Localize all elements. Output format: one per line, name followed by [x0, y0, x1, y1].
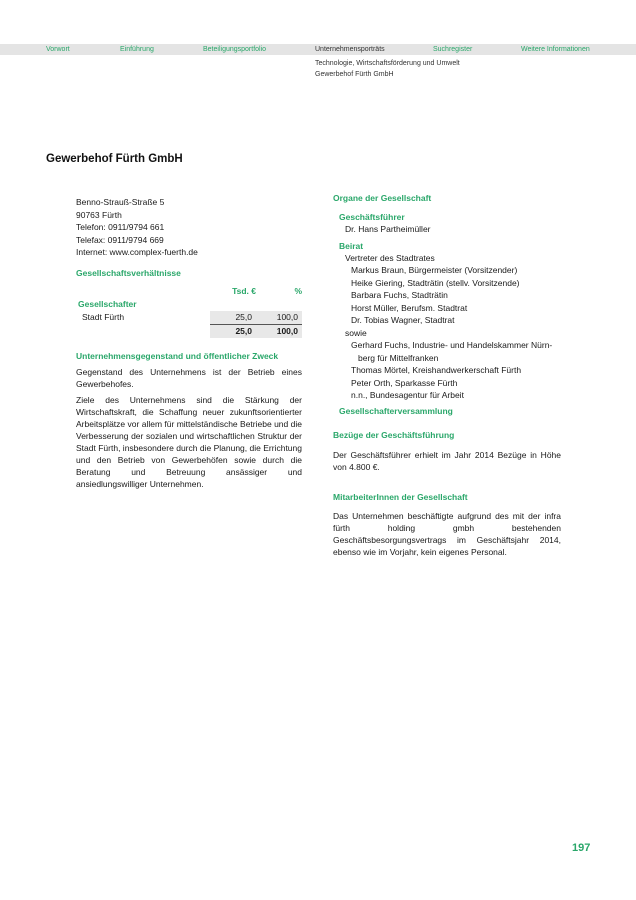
- list-item: Barbara Fuchs, Stadträtin: [351, 290, 448, 300]
- gesellschafterversammlung-heading: Gesellschafterversammlung: [339, 405, 453, 416]
- organe-heading: Organe der Gesellschaft: [333, 193, 432, 203]
- address-street: Benno-Strauß-Straße 5: [76, 197, 165, 207]
- total-row: [76, 324, 302, 338]
- address-phone: Telefon: 0911/9794 661: [76, 222, 165, 232]
- list-item: Thomas Mörtel, Kreishandwerkerschaft Fürth: [351, 365, 522, 375]
- total-tsd: 25,0: [210, 324, 256, 338]
- mitarbeiter-heading: MitarbeiterInnen der Gesellschaft: [333, 491, 468, 502]
- sowie-label: sowie: [345, 327, 367, 338]
- column-header-percent: %: [294, 285, 302, 296]
- table-row: [76, 311, 302, 325]
- geschaeftsfuehrer-heading: Geschäftsführer: [339, 212, 405, 222]
- gesellschaftsverhaeltnisse-heading: Gesellschaftsverhältnisse: [76, 267, 181, 278]
- column-header-tsd: Tsd. €: [232, 285, 256, 296]
- gegenstand-heading: Unternehmensgegenstand und öffentlicher Zweck: [76, 350, 279, 361]
- page-number: 197: [572, 842, 591, 854]
- right-column: [333, 192, 561, 558]
- company-title: Gewerbehof Fürth GmbH: [46, 153, 183, 165]
- list-item: Dr. Tobias Wagner, Stadtrat: [351, 315, 455, 325]
- shareholder-percent: 100,0: [256, 311, 302, 325]
- bezuege-heading: Bezüge der Geschäftsführung: [333, 429, 455, 440]
- address-internet[interactable]: Internet: www.complex-fuerth.de: [76, 247, 198, 257]
- vertreter-list: [333, 264, 561, 327]
- shareholder-table: [76, 285, 302, 338]
- list-item: Peter Orth, Sparkasse Fürth: [351, 377, 458, 388]
- gegenstand-paragraph-2: Ziele des Unternehmens sind die Stärkung der Wirtschaftskraft, die Schaffung neuer zukunftsorientierter Arbeitsplätze vor allem für mittelständische Betriebe und die Verbesserung der sozialen und wirtschaftlichen Struktur der Stadt Fürth, insbesondere durch die Planung, die Errichtung und den Betrieb von Gewerbehöfen sowie durch die Beratung und Betreuung ansässiger und ansiedlungswilliger Unternehmen.: [76, 394, 302, 489]
- shareholder-name: Stadt Fürth: [82, 311, 125, 322]
- subnav-category[interactable]: Technologie, Wirtschaftsförderung und Umwelt: [315, 60, 460, 67]
- list-item: n.n., Bundesagentur für Arbeit: [351, 390, 464, 400]
- shareholder-tsd: 25,0: [210, 311, 256, 325]
- geschaeftsfuehrer-name: Dr. Hans Partheimüller: [345, 224, 431, 234]
- beirat-heading: Beirat: [339, 240, 364, 251]
- nav-weitere-informationen[interactable]: Weitere Informationen: [521, 46, 590, 53]
- nav-einfuehrung[interactable]: Einführung: [120, 46, 154, 53]
- nav-suchregister[interactable]: Suchregister: [433, 46, 473, 53]
- vertreter-label: Vertreter des Stadtrates: [345, 252, 435, 263]
- nav-vorwort[interactable]: Vorwort: [46, 46, 70, 53]
- total-percent: 100,0: [256, 324, 302, 338]
- list-item: Horst Müller, Berufsm. Stadtrat: [351, 302, 468, 313]
- list-item: Markus Braun, Bürgermeister (Vorsitzender): [351, 265, 518, 275]
- sub-navigation: [315, 58, 460, 80]
- bezuege-text: Der Geschäftsführer erhielt im Jahr 2014 Bezüge in Höhe von 4.800 €.: [333, 449, 561, 472]
- nav-unternehmensportraets[interactable]: Unternehmensporträts: [315, 46, 385, 53]
- address-block: [76, 196, 302, 259]
- top-navigation: [0, 44, 636, 55]
- nav-beteiligungsportfolio[interactable]: Beteiligungsportfolio: [203, 46, 267, 53]
- mitarbeiter-text: Das Unternehmen beschäftigte aufgrund des mit der infra fürth holding gmbh bestehenden Geschäftsbesorgungsvertrags im Geschäftsjahr 2014, ebenso wie im Vorjahr, kein eigenes Personal.: [333, 510, 561, 557]
- gegenstand-body: [76, 366, 302, 490]
- gesellschafter-heading: Gesellschafter: [78, 298, 137, 309]
- left-column: [76, 196, 302, 490]
- address-fax: Telefax: 0911/9794 669: [76, 234, 164, 245]
- list-item-continuation: berg für Mittelfranken: [358, 352, 439, 363]
- list-item: Heike Giering, Stadträtin (stellv. Vorsitzende): [351, 277, 520, 288]
- gegenstand-paragraph-1: Gegenstand des Unternehmens ist der Betrieb eines Gewerbehofes.: [76, 366, 302, 389]
- subnav-company[interactable]: Gewerbehof Fürth GmbH: [315, 71, 394, 78]
- address-city: 90763 Fürth: [76, 209, 122, 220]
- list-item: Gerhard Fuchs, Industrie- und Handelskammer Nürn-: [351, 340, 553, 350]
- sonstige-list: [333, 339, 561, 402]
